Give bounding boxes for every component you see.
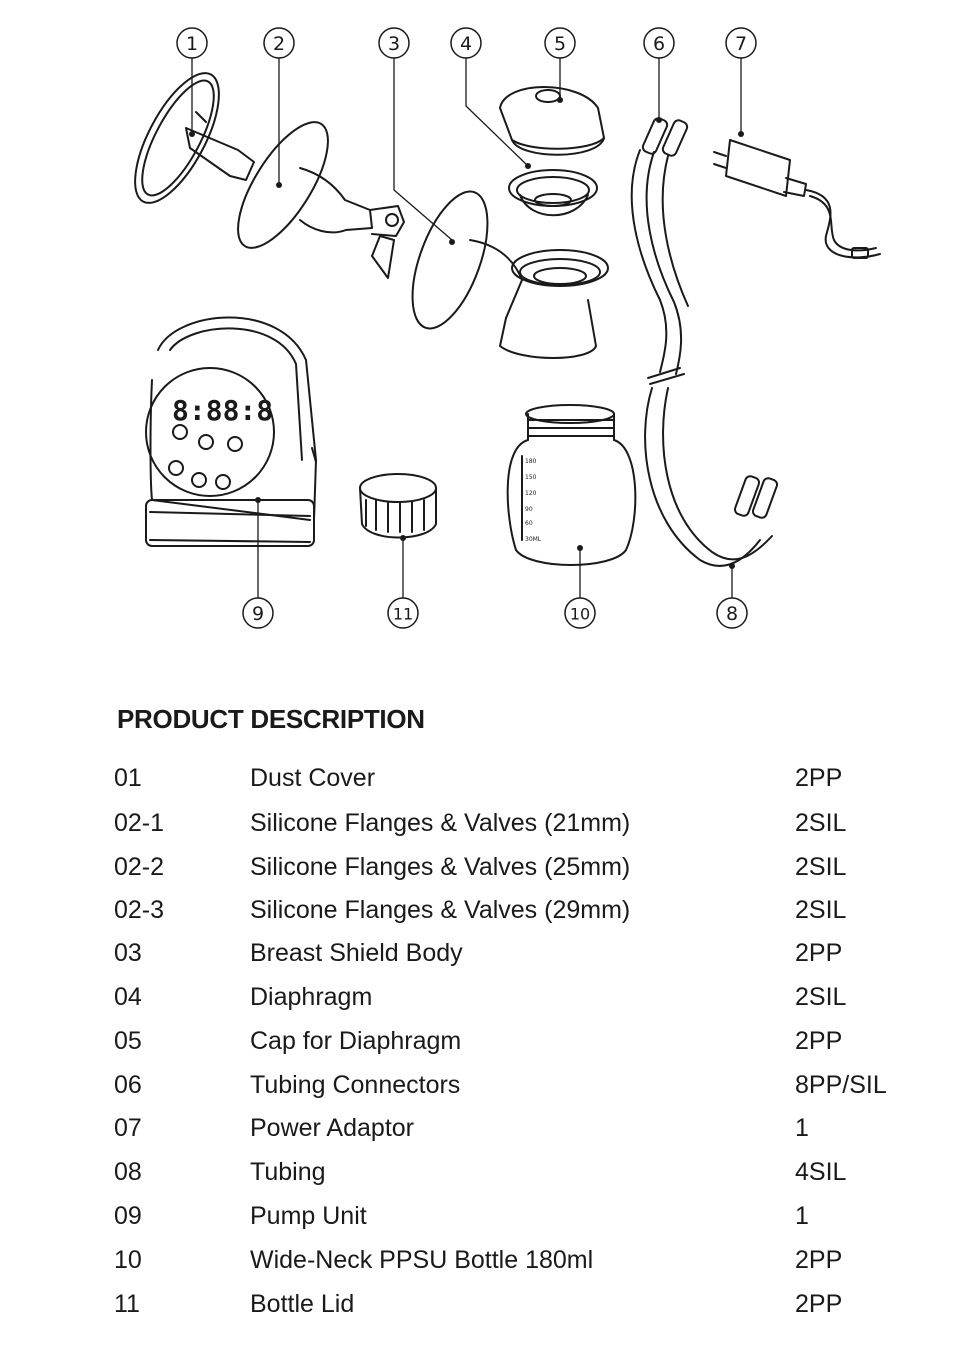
part-code: 11 — [114, 1290, 140, 1318]
part-name: Silicone Flanges & Valves (29mm) — [250, 896, 631, 924]
parts-row — [0, 756, 962, 800]
part-code: 07 — [114, 1114, 142, 1142]
part-quantity: 1 — [795, 1114, 809, 1142]
part-diaphragm-cap — [500, 87, 604, 155]
callout-11: 11 — [392, 604, 414, 624]
part-code: 08 — [114, 1158, 142, 1186]
part-quantity: 2SIL — [795, 896, 847, 924]
part-name: Silicone Flanges & Valves (25mm) — [250, 853, 631, 881]
callout-6: 6 — [652, 33, 666, 55]
part-code: 04 — [114, 983, 142, 1011]
graduation-30ml: 30ML — [525, 536, 542, 543]
parts-row — [0, 801, 962, 845]
graduation-90: 90 — [525, 506, 533, 513]
callout-2: 2 — [272, 33, 286, 55]
part-code: 02-2 — [114, 853, 165, 881]
part-quantity: 1 — [795, 1202, 809, 1230]
part-power-adaptor — [714, 140, 880, 258]
parts-row — [0, 975, 962, 1019]
callout-8: 8 — [725, 603, 739, 625]
part-quantity: 4SIL — [795, 1158, 847, 1186]
part-dust-cover — [118, 61, 254, 214]
part-tubing — [645, 368, 778, 566]
part-name: Diaphragm — [250, 983, 373, 1011]
callout-7: 7 — [734, 33, 748, 55]
part-name: Cap for Diaphragm — [250, 1027, 462, 1055]
part-code: 02-3 — [114, 896, 165, 924]
part-tubing-connectors — [632, 117, 689, 374]
part-quantity: 2PP — [795, 764, 843, 792]
part-name: Tubing — [250, 1158, 326, 1186]
parts-row — [0, 931, 962, 975]
graduation-120: 120 — [525, 490, 537, 497]
part-diaphragm — [509, 170, 597, 215]
part-code: 06 — [114, 1071, 142, 1099]
part-name: Power Adaptor — [250, 1114, 414, 1142]
parts-row — [0, 1238, 962, 1282]
part-quantity: 2SIL — [795, 983, 847, 1011]
part-name: Pump Unit — [250, 1202, 367, 1230]
parts-row — [0, 1150, 962, 1194]
part-silicone-flange — [221, 109, 404, 278]
callout-9: 9 — [251, 603, 265, 625]
part-bottle-lid — [360, 474, 436, 538]
part-code: 02-1 — [114, 809, 165, 837]
part-name: Dust Cover — [250, 764, 376, 792]
parts-row — [0, 1063, 962, 1107]
parts-row — [0, 1106, 962, 1150]
part-name: Breast Shield Body — [250, 939, 463, 967]
part-code: 03 — [114, 939, 142, 967]
part-quantity: 2PP — [795, 1246, 843, 1274]
callout-circles — [177, 28, 756, 628]
callout-4: 4 — [459, 33, 473, 55]
callout-5: 5 — [553, 33, 567, 55]
part-name: Silicone Flanges & Valves (21mm) — [250, 809, 631, 837]
pump-display-readout: 8:88:8 — [172, 394, 274, 427]
graduation-180: 180 — [525, 458, 537, 465]
section-title: PRODUCT DESCRIPTION — [117, 704, 425, 734]
part-name: Tubing Connectors — [250, 1071, 461, 1099]
part-quantity: 2SIL — [795, 853, 847, 881]
parts-row — [0, 1282, 962, 1326]
graduation-60: 60 — [525, 520, 533, 527]
part-quantity: 2PP — [795, 1290, 843, 1318]
part-name: Wide-Neck PPSU Bottle 180ml — [250, 1246, 594, 1274]
parts-row — [0, 888, 962, 932]
parts-row — [0, 845, 962, 889]
exploded-parts-diagram — [0, 0, 962, 660]
part-code: 09 — [114, 1202, 142, 1230]
part-quantity: 2PP — [795, 1027, 843, 1055]
callout-3: 3 — [387, 33, 401, 55]
part-pump-unit — [146, 318, 316, 547]
part-quantity: 2PP — [795, 939, 843, 967]
parts-row — [0, 1019, 962, 1063]
part-code: 01 — [114, 764, 142, 792]
part-name: Bottle Lid — [250, 1290, 355, 1318]
part-quantity: 8PP/SIL — [795, 1071, 887, 1099]
part-quantity: 2SIL — [795, 809, 847, 837]
graduation-150: 150 — [525, 474, 537, 481]
part-code: 05 — [114, 1027, 142, 1055]
callout-10: 10 — [569, 604, 591, 624]
part-code: 10 — [114, 1246, 142, 1274]
parts-row — [0, 1194, 962, 1238]
callout-1: 1 — [185, 33, 199, 55]
